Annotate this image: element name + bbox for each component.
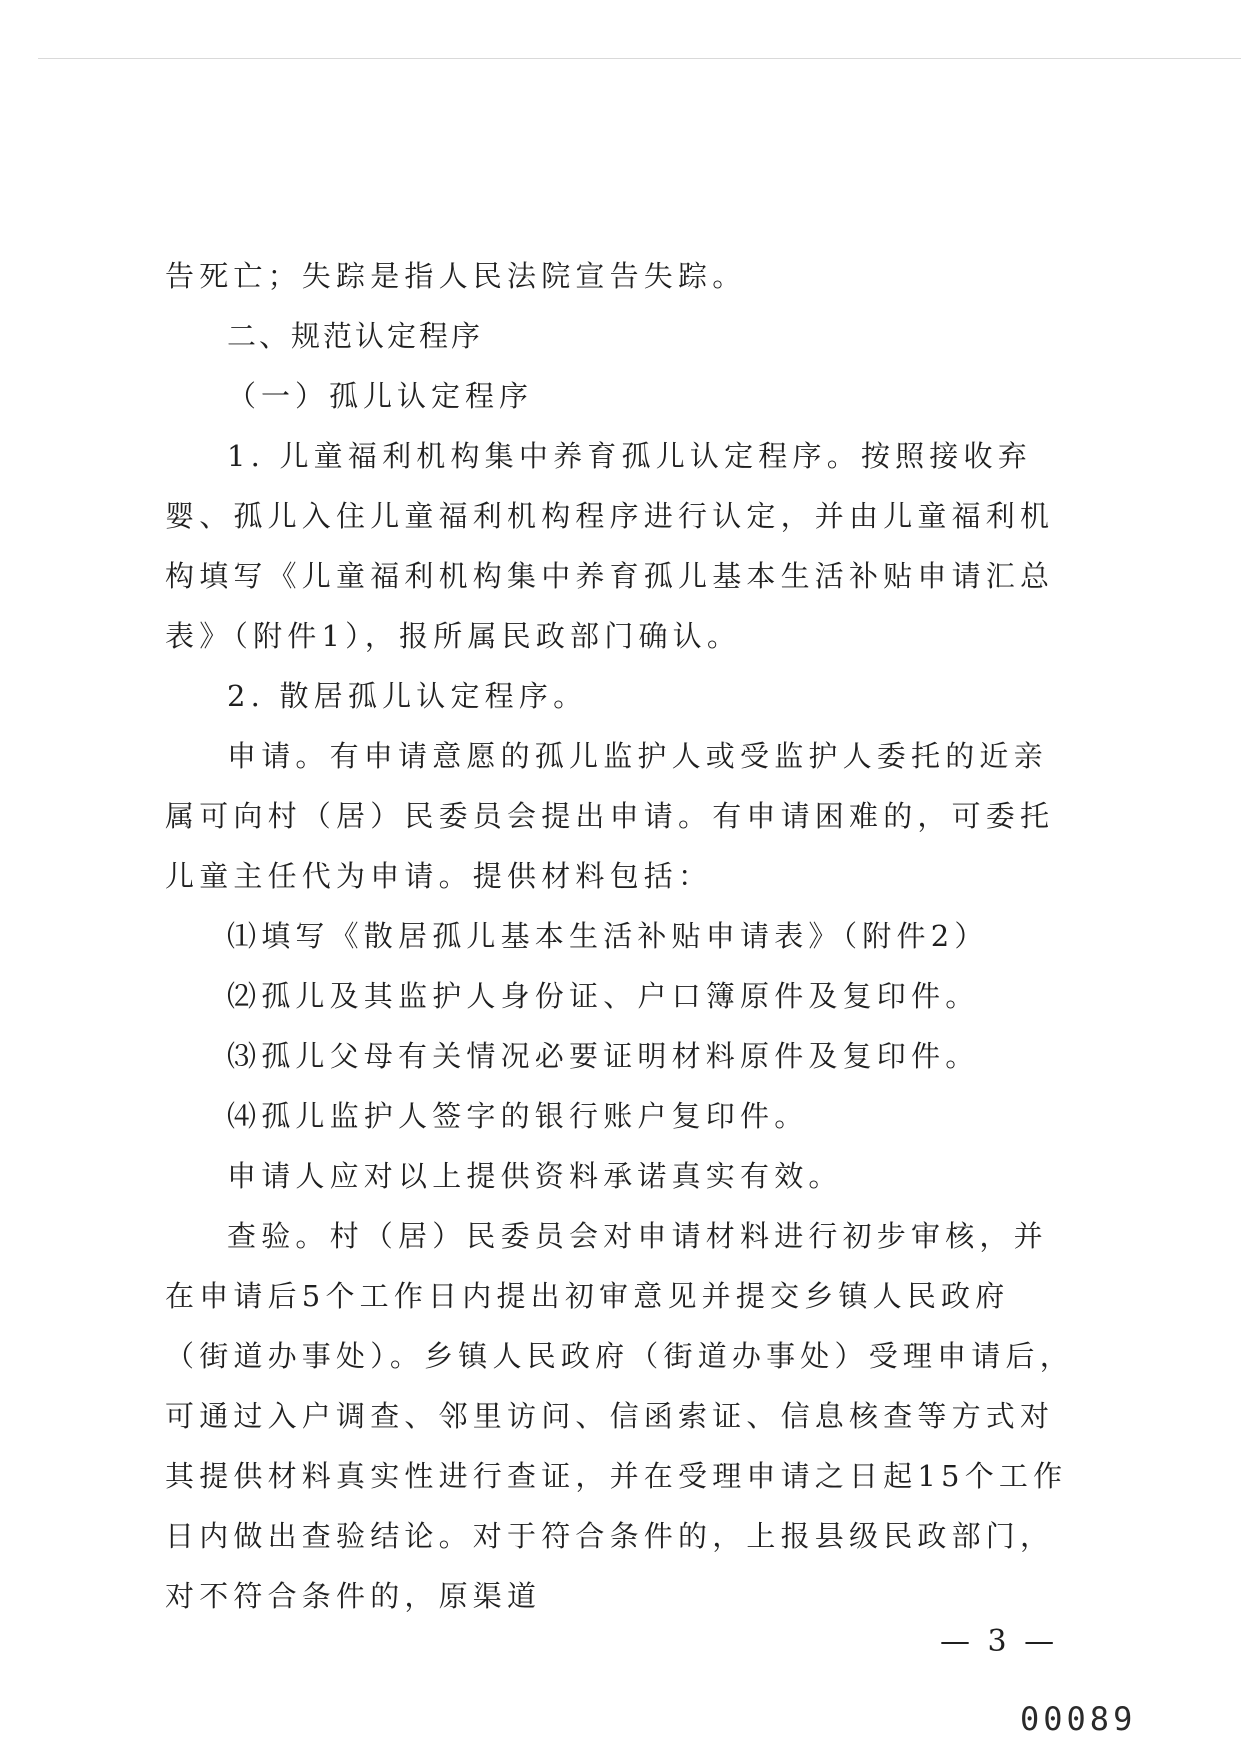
list-item-materials-4: ⑷孤儿监护人签字的银行账户复印件。 [227,1099,809,1133]
document-body [165,246,1075,1626]
paragraph-verification: 查验。村（居）民委员会对申请材料进行初步审核，并在申请后5个工作日内提出初审意见并提交乡镇人民政府（街道办事处）。乡镇人民政府（街道办事处）受理申请后，可通过入户调查、邻里访问、信函索证、信息核查等方式对其提供材料真实性进行查证，并在受理申请之日起15个工作日内做出查验结论。对于符合条件的，上报县级民政部门，对不符合条件的，原渠道 [165,1219,1074,1613]
paragraph-continuation: 告死亡；失踪是指人民法院宣告失踪。 [165,259,747,293]
subsection-heading: （一）孤儿认定程序 [227,379,534,413]
section-heading: 二、规范认定程序 [227,319,484,353]
paragraph-scattered-procedure: 2. 散居孤儿认定程序。 [227,679,588,713]
archive-stamp-number: 00089 [1020,1700,1137,1738]
paragraph-commitment: 申请人应对以上提供资料承诺真实有效。 [227,1159,843,1193]
scan-edge-line [38,58,1241,59]
list-item-materials-3: ⑶孤儿父母有关情况必要证明材料原件及复印件。 [227,1039,980,1073]
paragraph-institution-procedure: 1. 儿童福利机构集中养育孤儿认定程序。按照接收弃婴、孤儿入住儿童福利机构程序进行认定，并由儿童福利机构填写《儿童福利机构集中养育孤儿基本生活补贴申请汇总表》（附件1），报所属民政部门确认。 [165,439,1055,653]
list-item-materials-2: ⑵孤儿及其监护人身份证、户口簿原件及复印件。 [227,979,980,1013]
list-item-materials-1: ⑴填写《散居孤儿基本生活补贴申请表》（附件2） [227,919,989,953]
page-number: — 3 — [940,1624,1059,1659]
paragraph-application: 申请。有申请意愿的孤儿监护人或受监护人委托的近亲属可向村（居）民委员会提出申请。有申请困难的，可委托儿童主任代为申请。提供材料包括： [165,739,1055,893]
